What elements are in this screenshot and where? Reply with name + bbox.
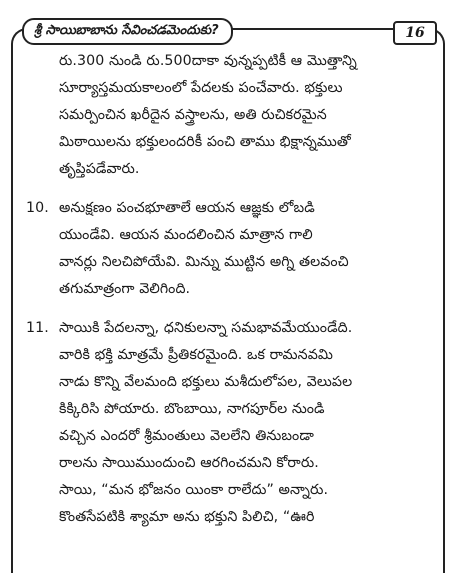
- text-line: కొంతసేపటికి శ్యామా అను భక్తుని పిలిచి, “ఊరి: [59, 509, 315, 525]
- intro-paragraph: [26, 48, 440, 183]
- text-line: కిక్కిరిసి పోయారు. బొంబాయి, నాగపూర్‌ల నుండి: [59, 401, 325, 417]
- body-text: [26, 48, 440, 531]
- text-line: సూర్యాస్తమయకాలంలో పేదలకు పంచేవారు. భక్తులు: [59, 80, 343, 96]
- text-line: రు.300 నుండి రు.500దాకా వున్నప్పటికీ ఆ మొత్తాన్ని: [59, 53, 357, 69]
- text-line: మిఠాయిలను భక్తులందరికీ పంచి తాము భిక్షాన్నముతో: [59, 134, 351, 150]
- text-line: సాయి, “మన భోజనం యింకా రాలేదు” అన్నారు.: [59, 482, 329, 498]
- text-line: వచ్చిన ఎందరో శ్రీమంతులు వెలలేని తినుబండా: [59, 428, 314, 444]
- text-line: సమర్పించిన ఖరీదైన వస్త్రాలను, అతి రుచికరమైన: [59, 107, 327, 123]
- text-line: తగుమాత్రంగా వెలిగింది.: [59, 281, 191, 297]
- text-line: వానర్లు నిలచిపోయేవి. మిన్ను ముట్టిన అగ్ని తలవంచి: [59, 254, 349, 270]
- item-number: 10.: [26, 200, 49, 216]
- item-text: సాయికి పేదలన్నా, ధనికులన్నా సమభావమేయుండేది.: [59, 320, 353, 336]
- text-line: నాడు కొన్ని వేలమంది భక్తులు మశీదులోపల, వెలుపల: [59, 374, 353, 390]
- text-line: రాలను సాయిముందుంచి ఆరగించమని కోరారు.: [59, 455, 319, 471]
- page-number: 16: [393, 21, 437, 45]
- text-line: [26, 315, 440, 342]
- item-number: 11.: [26, 320, 49, 336]
- paragraph-gap: [26, 303, 440, 315]
- text-line: వారికి భక్తి మాత్రమే ప్రీతికరమైంది. ఒక రామనవమి: [59, 347, 334, 363]
- paragraph-gap: [26, 183, 440, 195]
- text-line: తృప్తిపడేవారు.: [59, 161, 140, 177]
- item-text: అనుక్షణం పంచభూతాలే ఆయన ఆజ్ఞకు లోబడి: [59, 200, 315, 216]
- text-line: [26, 195, 440, 222]
- running-header-title: శ్రీ సాయిబాబాను సేవించడమెందుకు?: [22, 18, 233, 45]
- numbered-item-11: [26, 315, 440, 531]
- text-line: యుండేవి. ఆయన మందలించిన మాత్రాన గాలి: [59, 227, 313, 243]
- numbered-item-10: [26, 195, 440, 303]
